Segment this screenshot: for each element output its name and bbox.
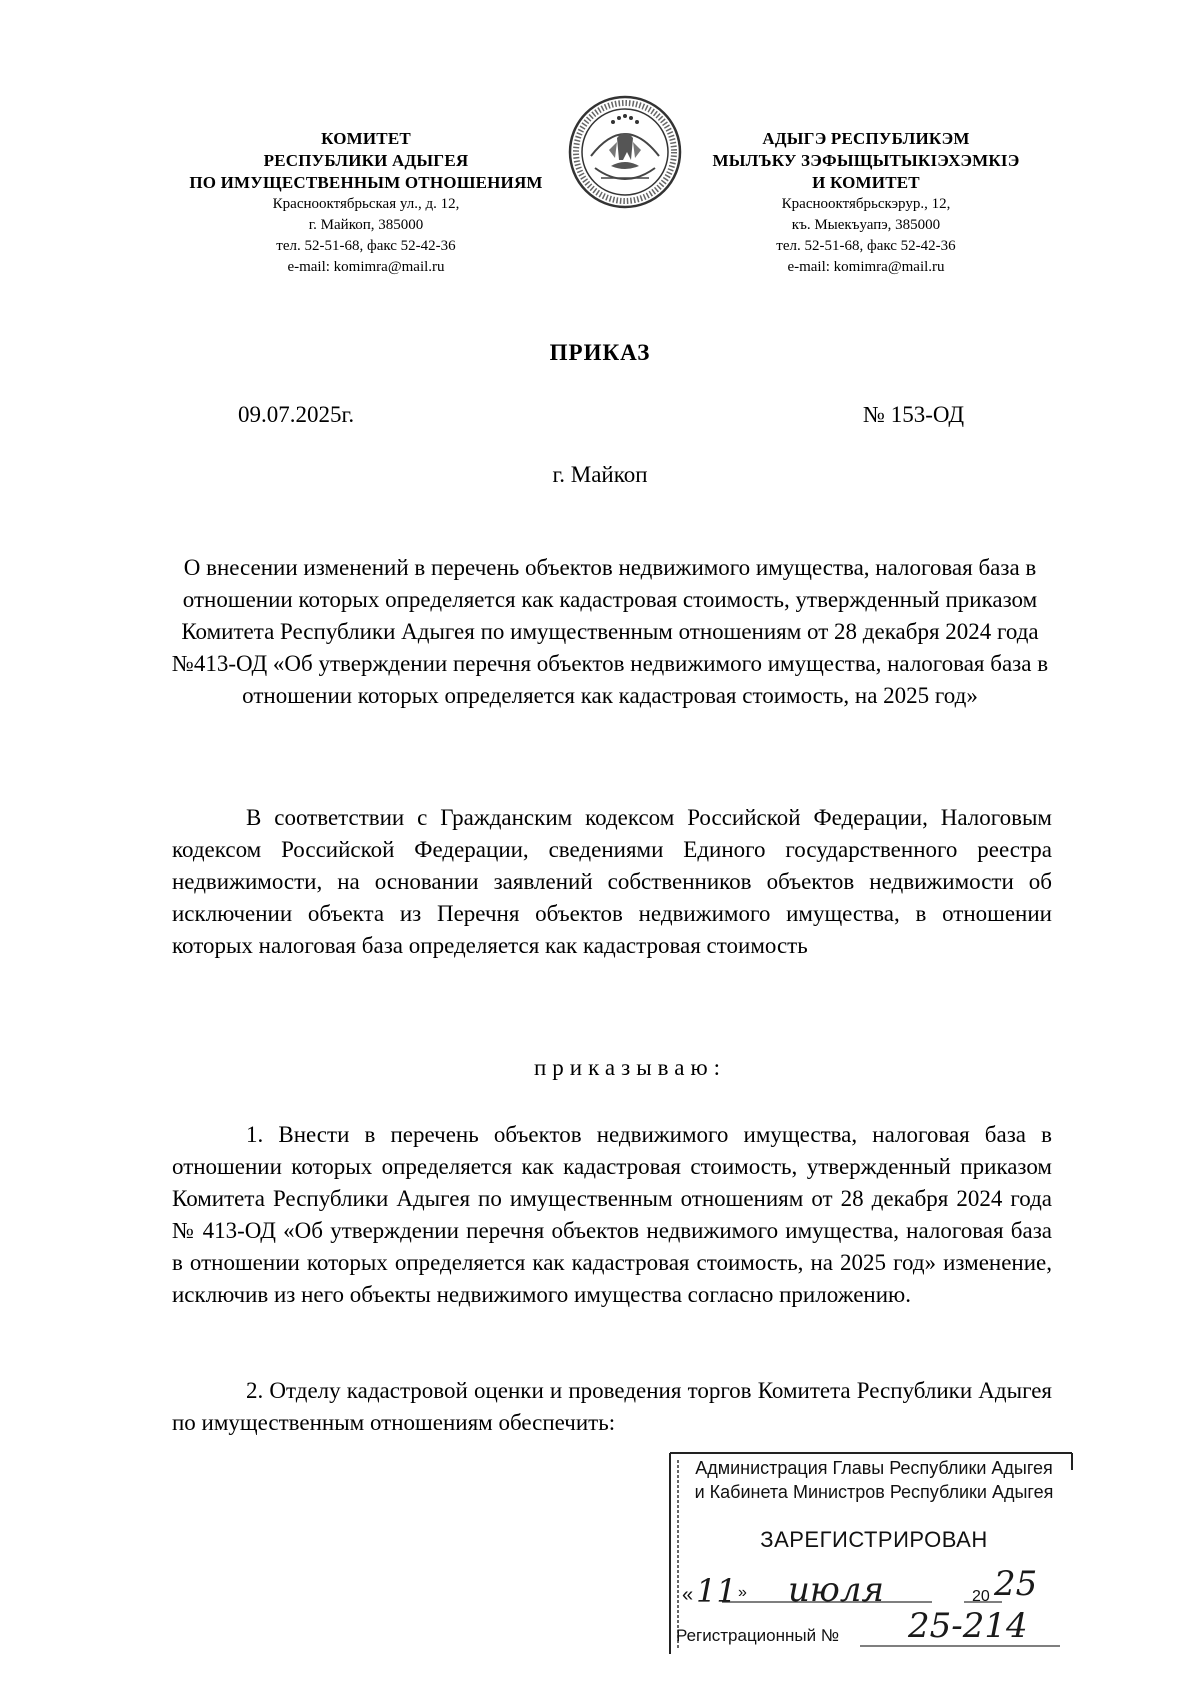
stamp-reg-number-handwritten: 25-214 — [908, 1606, 1028, 1646]
header-left — [168, 128, 564, 278]
document-title: ПРИКАЗ — [549, 340, 651, 365]
stamp-status: ЗАРЕГИСТРИРОВАН — [760, 1527, 988, 1552]
document-subject: О внесении изменений в перечень объектов недвижимого имущества, налоговая база в отношении которых определяется как кадастровая стоимость, утвержденный приказом Комитета Республики Адыгея по имущественным отношениям от 28 декабря 2024 года №413-ОД «Об утверждении перечня объектов недвижимого имущества, налоговая база в отношении которых определяется как кадастровая стоимость, на 2025 год» — [171, 555, 1049, 708]
stamp-month-handwritten: июля — [788, 1570, 884, 1610]
preamble-paragraph: В соответствии с Гражданским кодексом Российской Федерации, Налоговым кодексом Российской Федерации, сведениями Единого государственного реестра недвижимости, на основании заявлений собственников объектов недвижимости об исключении объекта из Перечня объектов недвижимого имущества, в отношении которых налоговая база определяется как кадастровая стоимость — [172, 805, 1052, 958]
stamp-year-handwritten: 25 — [994, 1564, 1038, 1604]
header-right-phone: тел. 52-51-68, факс 52-42-36 — [776, 238, 956, 254]
header-right-line1: АДЫГЭ РЕСПУБЛИКЭМ — [762, 129, 970, 148]
header-right-line2: МЫЛЪКУ ЗЭФЫЩЫТЫКIЭХЭМКIЭ — [712, 151, 1020, 170]
order-item-1: 1. Внести в перечень объектов недвижимого имущества, налоговая база в отношении которых определяется как кадастровая стоимость, утвержденный приказом Комитета Республики Адыгея по имущественным отношениям от 28 декабря 2024 года № 413-ОД «Об утверждении перечня объектов недвижимого имущества, налоговая база в отношении которых определяется как кадастровая стоимость, на 2025 год» изменение, исключив из него объекты недвижимого имущества согласно приложению. — [172, 1122, 1052, 1307]
header-right-address2: къ. Мыекъуапэ, 385000 — [791, 217, 941, 233]
order-word: приказываю: — [533, 1055, 727, 1080]
registration-stamp — [664, 1450, 1074, 1656]
stamp-day-handwritten: 11 — [696, 1572, 737, 1610]
header-left-line2: РЕСПУБЛИКИ АДЫГЕЯ — [263, 151, 469, 170]
stamp-quote-open: « — [682, 1584, 694, 1606]
document-number: № 153-ОД — [863, 402, 965, 427]
stamp-authority-line1: Администрация Главы Республики Адыгея — [695, 1458, 1053, 1478]
document-date: 09.07.2025г. — [238, 402, 355, 427]
stamp-reg-label: Регистрационный № — [676, 1626, 840, 1645]
header-right-email: e-mail: komimra@mail.ru — [787, 259, 945, 275]
header-left-line3: ПО ИМУЩЕСТВЕННЫМ ОТНОШЕНИЯМ — [189, 173, 543, 192]
header-left-line1: КОМИТЕТ — [321, 129, 411, 148]
stamp-quote-close: » — [738, 1584, 747, 1601]
order-item-2: 2. Отделу кадастровой оценки и проведения торгов Комитета Республики Адыгея по имущественным отношениям обеспечить: — [172, 1378, 1052, 1435]
stamp-year-prefix: 20 — [972, 1588, 990, 1605]
coat-of-arms-icon — [567, 94, 683, 210]
header-right-line3: И КОМИТЕТ — [812, 173, 920, 192]
header-right-address1: Краснооктябрьскэрур., 12, — [781, 196, 951, 212]
document-city: г. Майкоп — [552, 462, 648, 487]
stamp-registration-row — [676, 1606, 1072, 1650]
header-left-email: e-mail: komimra@mail.ru — [287, 259, 445, 275]
header-right — [694, 128, 1038, 278]
header-left-address2: г. Майкоп, 385000 — [308, 217, 424, 233]
stamp-authority-line2: и Кабинета Министров Республики Адыгея — [694, 1482, 1054, 1502]
header-left-address1: Краснооктябрьская ул., д. 12, — [272, 196, 460, 212]
header-left-phone: тел. 52-51-68, факс 52-42-36 — [276, 238, 456, 254]
